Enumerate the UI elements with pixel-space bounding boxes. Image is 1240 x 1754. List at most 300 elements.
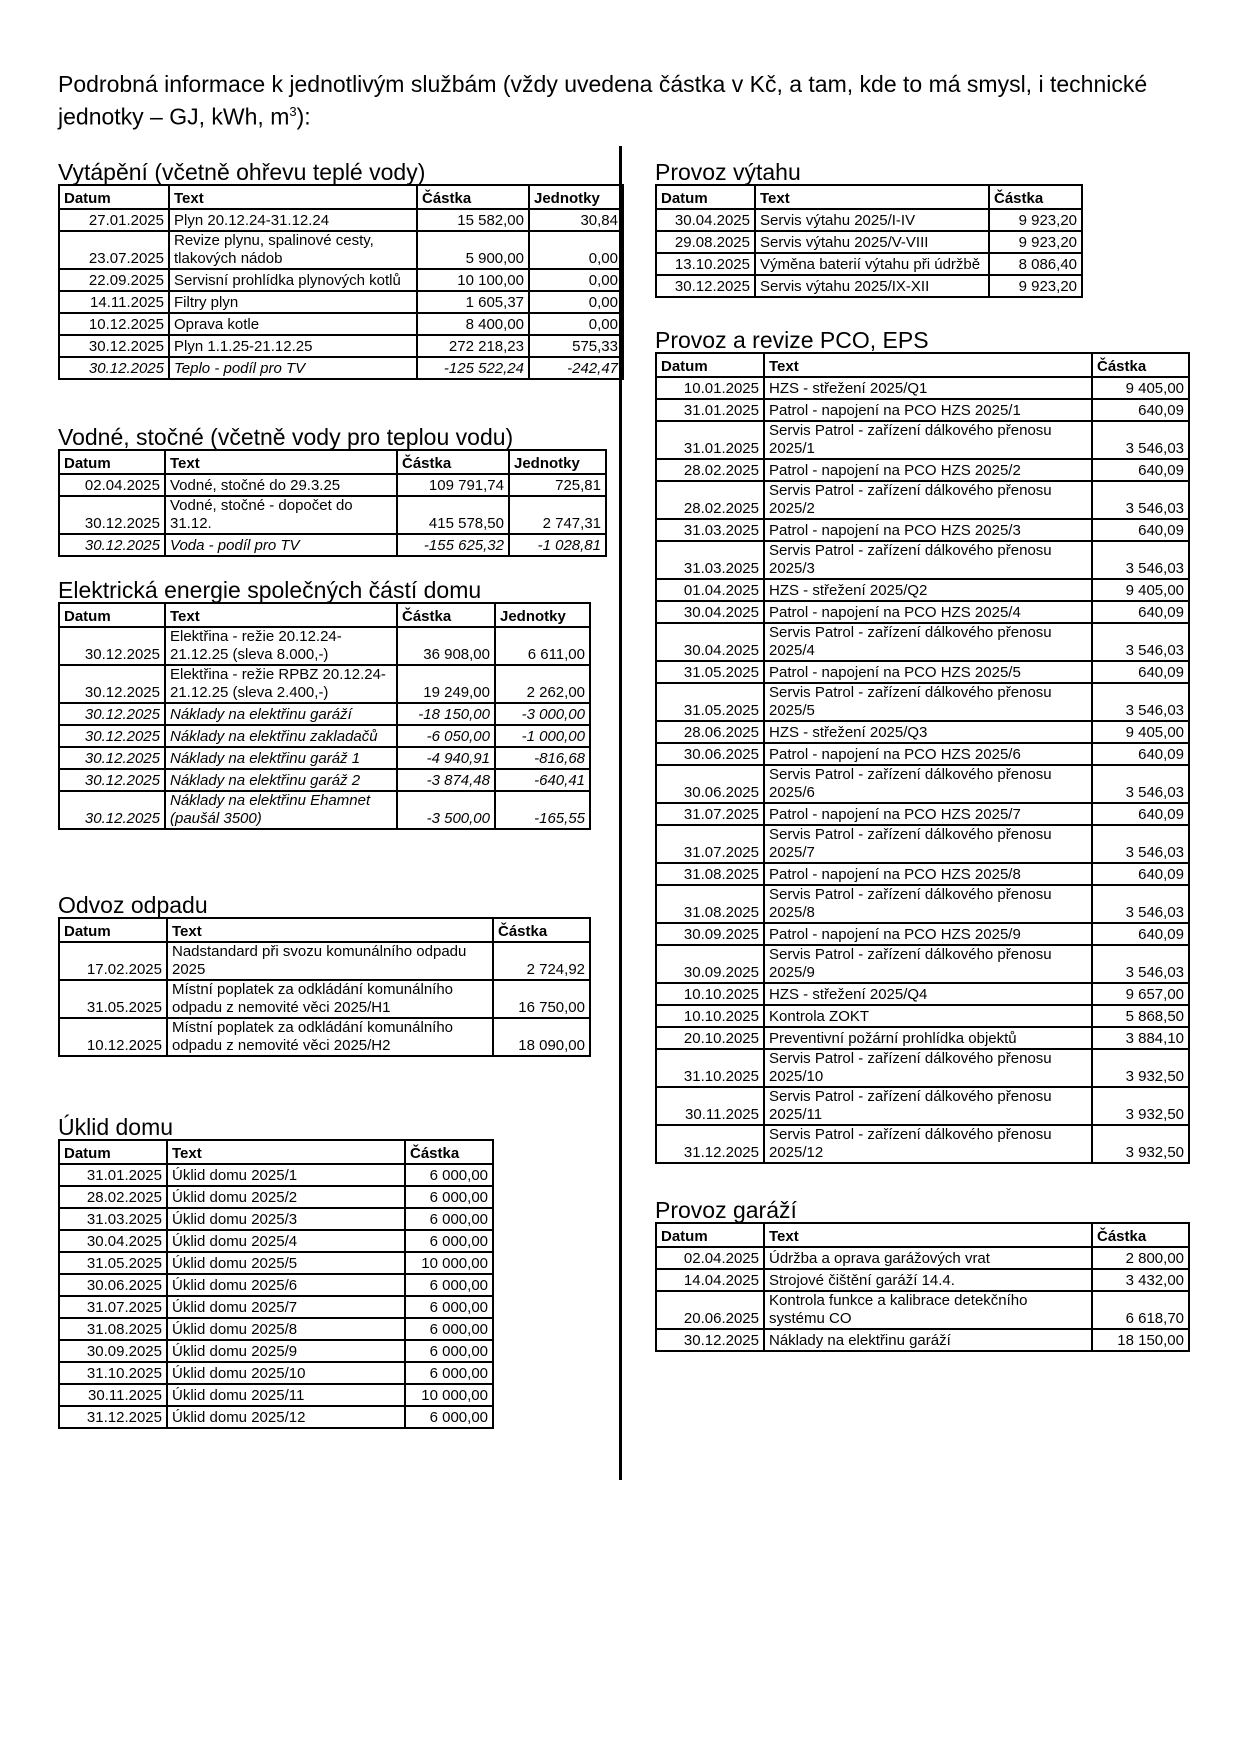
column-header-castka: Částka — [397, 450, 509, 474]
cell-castka: 3 546,03 — [1092, 885, 1189, 923]
cell-text: Servis Patrol - zařízení dálkového přenosu 2025/7 — [764, 825, 1092, 863]
table-row — [656, 1087, 1189, 1125]
cell-jednotky: -640,41 — [495, 769, 590, 791]
cell-text: Náklady na elektřinu garáží — [165, 703, 397, 725]
cell-text: Servis Patrol - zařízení dálkového přenosu 2025/11 — [764, 1087, 1092, 1125]
cell-text: Nadstandard při svozu komunálního odpadu 2025 — [167, 942, 493, 980]
table-row — [59, 791, 590, 829]
cell-datum: 31.03.2025 — [656, 519, 764, 541]
cell-castka: 15 582,00 — [417, 209, 529, 231]
cell-castka: 640,09 — [1092, 743, 1189, 765]
cell-castka: 3 932,50 — [1092, 1049, 1189, 1087]
cell-datum: 23.07.2025 — [59, 231, 169, 269]
cell-castka: 10 100,00 — [417, 269, 529, 291]
cell-datum: 31.05.2025 — [59, 1252, 167, 1274]
section-title: Vytápění (včetně ohřevu teplé vody) — [58, 159, 426, 185]
cell-text: Elektřina - režie RPBZ 20.12.24-21.12.25 (sleva 2.400,-) — [165, 665, 397, 703]
cell-text: Úklid domu 2025/10 — [167, 1362, 405, 1384]
section-uklid — [58, 1115, 494, 1429]
cell-castka: 3 546,03 — [1092, 541, 1189, 579]
cell-datum: 31.05.2025 — [656, 661, 764, 683]
table-row — [59, 335, 623, 357]
table-row — [59, 231, 623, 269]
cell-castka: 3 546,03 — [1092, 481, 1189, 519]
cell-datum: 31.03.2025 — [656, 541, 764, 579]
table-row — [59, 1208, 493, 1230]
cell-jednotky: 0,00 — [529, 231, 623, 269]
cell-castka: 16 750,00 — [493, 980, 590, 1018]
cell-datum: 31.07.2025 — [59, 1296, 167, 1318]
vodne-table — [58, 449, 607, 557]
cell-castka: -6 050,00 — [397, 725, 495, 747]
cell-datum: 29.08.2025 — [656, 231, 755, 253]
table-row — [59, 313, 623, 335]
cell-text: HZS - střežení 2025/Q1 — [764, 377, 1092, 399]
cell-castka: 640,09 — [1092, 399, 1189, 421]
cell-castka: 9 405,00 — [1092, 377, 1189, 399]
column-header-datum: Datum — [59, 1140, 167, 1164]
cell-text: Výměna baterií výtahu při údržbě — [755, 253, 989, 275]
cell-text: Náklady na elektřinu garáž 1 — [165, 747, 397, 769]
cell-text: Náklady na elektřinu zakladačů — [165, 725, 397, 747]
column-header-jednotky: Jednotky — [509, 450, 606, 474]
uklid-table — [58, 1139, 494, 1429]
cell-text: Servis Patrol - zařízení dálkového přenosu 2025/12 — [764, 1125, 1092, 1163]
table-row — [59, 627, 590, 665]
cell-datum: 01.04.2025 — [656, 579, 764, 601]
column-header-text: Text — [764, 353, 1092, 377]
cell-datum: 10.10.2025 — [656, 1005, 764, 1027]
cell-text: Servis výtahu 2025/IX-XII — [755, 275, 989, 297]
column-header-datum: Datum — [59, 918, 167, 942]
cell-jednotky: -1 028,81 — [509, 534, 606, 556]
table-row — [656, 1291, 1189, 1329]
cell-datum: 31.10.2025 — [59, 1362, 167, 1384]
cell-datum: 30.12.2025 — [59, 769, 165, 791]
cell-jednotky: -816,68 — [495, 747, 590, 769]
table-header-row — [656, 1223, 1189, 1247]
table-row — [656, 377, 1189, 399]
cell-datum: 30.12.2025 — [59, 496, 165, 534]
column-header-castka: Částka — [417, 185, 529, 209]
vytah-table — [655, 184, 1083, 298]
table-row — [656, 1027, 1189, 1049]
cell-castka: 6 000,00 — [405, 1164, 493, 1186]
cell-jednotky: 575,33 — [529, 335, 623, 357]
cell-jednotky: 0,00 — [529, 291, 623, 313]
table-row — [656, 459, 1189, 481]
cell-castka: 9 405,00 — [1092, 579, 1189, 601]
section-garaze — [655, 1198, 1190, 1352]
cell-text: Patrol - napojení na PCO HZS 2025/6 — [764, 743, 1092, 765]
cell-castka: -3 500,00 — [397, 791, 495, 829]
cell-text: HZS - střežení 2025/Q3 — [764, 721, 1092, 743]
cell-datum: 31.07.2025 — [656, 803, 764, 825]
section-vytapeni — [58, 160, 624, 380]
cell-castka: 9 923,20 — [989, 209, 1082, 231]
table-row — [656, 885, 1189, 923]
table-row — [59, 291, 623, 313]
table-row — [59, 1406, 493, 1428]
cell-jednotky: -242,47 — [529, 357, 623, 379]
table-row — [656, 683, 1189, 721]
cell-text: Patrol - napojení na PCO HZS 2025/1 — [764, 399, 1092, 421]
column-header-text: Text — [165, 603, 397, 627]
cell-text: Servis výtahu 2025/V-VIII — [755, 231, 989, 253]
cell-castka: -18 150,00 — [397, 703, 495, 725]
cell-castka: 6 000,00 — [405, 1230, 493, 1252]
cell-datum: 30.12.2025 — [59, 703, 165, 725]
table-row — [656, 923, 1189, 945]
cell-castka: 9 923,20 — [989, 231, 1082, 253]
cell-datum: 10.01.2025 — [656, 377, 764, 399]
cell-datum: 31.08.2025 — [656, 885, 764, 923]
cell-text: Servis Patrol - zařízení dálkového přenosu 2025/4 — [764, 623, 1092, 661]
column-header-datum: Datum — [59, 603, 165, 627]
table-row — [656, 863, 1189, 885]
table-header-row — [656, 185, 1082, 209]
table-header-row — [59, 185, 623, 209]
table-header-row — [59, 918, 590, 942]
cell-datum: 30.12.2025 — [59, 627, 165, 665]
column-header-datum: Datum — [656, 353, 764, 377]
cell-text: Patrol - napojení na PCO HZS 2025/8 — [764, 863, 1092, 885]
table-row — [59, 942, 590, 980]
cell-text: Kontrola ZOKT — [764, 1005, 1092, 1027]
table-row — [656, 519, 1189, 541]
column-header-castka: Částka — [405, 1140, 493, 1164]
cell-castka: 3 546,03 — [1092, 765, 1189, 803]
table-header-row — [59, 603, 590, 627]
cell-datum: 31.05.2025 — [59, 980, 167, 1018]
cell-jednotky: -3 000,00 — [495, 703, 590, 725]
cell-castka: 9 405,00 — [1092, 721, 1189, 743]
cell-text: Úklid domu 2025/2 — [167, 1186, 405, 1208]
table-header-row — [656, 353, 1189, 377]
cell-datum: 30.06.2025 — [656, 743, 764, 765]
cell-datum: 30.12.2025 — [59, 534, 165, 556]
table-row — [656, 825, 1189, 863]
cell-datum: 27.01.2025 — [59, 209, 169, 231]
cell-text: Plyn 1.1.25-21.12.25 — [169, 335, 417, 357]
cell-castka: -4 940,91 — [397, 747, 495, 769]
column-header-castka: Částka — [493, 918, 590, 942]
table-row — [59, 980, 590, 1018]
cell-jednotky: 6 611,00 — [495, 627, 590, 665]
table-row — [656, 1125, 1189, 1163]
cell-castka: 5 900,00 — [417, 231, 529, 269]
table-row — [59, 1274, 493, 1296]
cell-datum: 28.06.2025 — [656, 721, 764, 743]
cell-text: Úklid domu 2025/1 — [167, 1164, 405, 1186]
table-row — [656, 1247, 1189, 1269]
cell-datum: 31.07.2025 — [656, 825, 764, 863]
column-header-text: Text — [169, 185, 417, 209]
cell-text: Servis Patrol - zařízení dálkového přenosu 2025/9 — [764, 945, 1092, 983]
cell-text: Úklid domu 2025/8 — [167, 1318, 405, 1340]
column-header-text: Text — [755, 185, 989, 209]
cell-datum: 30.04.2025 — [656, 623, 764, 661]
cell-castka: 640,09 — [1092, 459, 1189, 481]
section-title: Elektrická energie společných částí domu — [58, 577, 482, 603]
cell-castka: 6 000,00 — [405, 1406, 493, 1428]
table-row — [656, 579, 1189, 601]
cell-datum: 30.11.2025 — [59, 1384, 167, 1406]
cell-text: Úklid domu 2025/12 — [167, 1406, 405, 1428]
column-header-jednotky: Jednotky — [495, 603, 590, 627]
cell-castka: 272 218,23 — [417, 335, 529, 357]
cell-datum: 30.09.2025 — [59, 1340, 167, 1362]
cell-castka: 640,09 — [1092, 601, 1189, 623]
cell-castka: 19 249,00 — [397, 665, 495, 703]
cell-castka: 9 923,20 — [989, 275, 1082, 297]
cell-datum: 30.12.2025 — [59, 357, 169, 379]
cell-text: Náklady na elektřinu garáží — [764, 1329, 1092, 1351]
cell-castka: 3 884,10 — [1092, 1027, 1189, 1049]
column-header-castka: Částka — [397, 603, 495, 627]
section-pco — [655, 328, 1190, 1164]
column-header-datum: Datum — [656, 1223, 764, 1247]
cell-datum: 30.04.2025 — [59, 1230, 167, 1252]
cell-text: Úklid domu 2025/7 — [167, 1296, 405, 1318]
cell-text: Patrol - napojení na PCO HZS 2025/7 — [764, 803, 1092, 825]
table-row — [59, 1318, 493, 1340]
vytapeni-table — [58, 184, 624, 380]
cell-datum: 13.10.2025 — [656, 253, 755, 275]
cell-datum: 31.01.2025 — [656, 399, 764, 421]
cell-datum: 31.01.2025 — [656, 421, 764, 459]
cell-castka: 640,09 — [1092, 803, 1189, 825]
cell-text: Patrol - napojení na PCO HZS 2025/9 — [764, 923, 1092, 945]
table-row — [59, 1230, 493, 1252]
cell-castka: 2 724,92 — [493, 942, 590, 980]
cell-text: Servis Patrol - zařízení dálkového přenosu 2025/3 — [764, 541, 1092, 579]
table-row — [59, 357, 623, 379]
cell-castka: 18 090,00 — [493, 1018, 590, 1056]
pco-table — [655, 352, 1190, 1164]
cell-text: Kontrola funkce a kalibrace detekčního systému CO — [764, 1291, 1092, 1329]
cell-castka: 109 791,74 — [397, 474, 509, 496]
table-row — [656, 1269, 1189, 1291]
table-row — [59, 769, 590, 791]
cell-castka: 6 000,00 — [405, 1274, 493, 1296]
cell-jednotky: -1 000,00 — [495, 725, 590, 747]
table-row — [656, 601, 1189, 623]
cell-castka: 3 432,00 — [1092, 1269, 1189, 1291]
table-row — [59, 1340, 493, 1362]
cell-text: Vodné, stočné - dopočet do 31.12. — [165, 496, 397, 534]
section-title: Provoz výtahu — [655, 159, 801, 185]
cell-text: Úklid domu 2025/11 — [167, 1384, 405, 1406]
column-header-castka: Částka — [989, 185, 1082, 209]
cell-text: Strojové čištění garáží 14.4. — [764, 1269, 1092, 1291]
table-row — [656, 541, 1189, 579]
cell-castka: 415 578,50 — [397, 496, 509, 534]
cell-text: Úklid domu 2025/9 — [167, 1340, 405, 1362]
table-row — [656, 945, 1189, 983]
table-row — [59, 1296, 493, 1318]
cell-text: Údržba a oprava garážových vrat — [764, 1247, 1092, 1269]
table-row — [656, 253, 1082, 275]
cell-castka: 3 546,03 — [1092, 421, 1189, 459]
cell-text: Náklady na elektřinu garáž 2 — [165, 769, 397, 791]
section-elektrina — [58, 578, 591, 830]
cell-castka: 6 000,00 — [405, 1186, 493, 1208]
table-row — [59, 534, 606, 556]
cell-castka: 8 086,40 — [989, 253, 1082, 275]
cell-text: Úklid domu 2025/4 — [167, 1230, 405, 1252]
cell-datum: 10.12.2025 — [59, 1018, 167, 1056]
table-header-row — [59, 1140, 493, 1164]
cell-text: Servis Patrol - zařízení dálkového přenosu 2025/6 — [764, 765, 1092, 803]
table-row — [59, 725, 590, 747]
cell-datum: 14.04.2025 — [656, 1269, 764, 1291]
cell-text: Servis Patrol - zařízení dálkového přenosu 2025/1 — [764, 421, 1092, 459]
cell-datum: 10.12.2025 — [59, 313, 169, 335]
table-row — [656, 1329, 1189, 1351]
cell-datum: 30.12.2025 — [59, 747, 165, 769]
elektrina-table — [58, 602, 591, 830]
cell-datum: 20.10.2025 — [656, 1027, 764, 1049]
table-row — [59, 1362, 493, 1384]
cell-castka: 6 000,00 — [405, 1340, 493, 1362]
cell-datum: 30.09.2025 — [656, 923, 764, 945]
cell-datum: 30.12.2025 — [59, 335, 169, 357]
intro-paragraph — [58, 70, 1178, 131]
cell-jednotky: 30,84 — [529, 209, 623, 231]
cell-castka: 6 000,00 — [405, 1208, 493, 1230]
cell-castka: 5 868,50 — [1092, 1005, 1189, 1027]
cell-datum: 02.04.2025 — [656, 1247, 764, 1269]
cell-castka: 640,09 — [1092, 923, 1189, 945]
column-header-castka: Částka — [1092, 353, 1189, 377]
intro-text: Podrobná informace k jednotlivým službám (vždy uvedena částka v Kč, a tam, kde to má smysl, i technické jednotky – GJ, kWh, m — [58, 71, 1148, 130]
cell-text: Místní poplatek za odkládání komunálního odpadu z nemovité věci 2025/H1 — [167, 980, 493, 1018]
column-header-datum: Datum — [59, 185, 169, 209]
cell-datum: 30.06.2025 — [59, 1274, 167, 1296]
cell-jednotky: 2 747,31 — [509, 496, 606, 534]
table-row — [656, 803, 1189, 825]
cell-castka: 6 000,00 — [405, 1318, 493, 1340]
table-row — [59, 703, 590, 725]
section-title: Úklid domu — [58, 1114, 174, 1140]
cell-castka: 3 932,50 — [1092, 1087, 1189, 1125]
cell-castka: 640,09 — [1092, 863, 1189, 885]
cell-text: Úklid domu 2025/6 — [167, 1274, 405, 1296]
cell-castka: 6 000,00 — [405, 1362, 493, 1384]
cell-text: Servis Patrol - zařízení dálkového přenosu 2025/2 — [764, 481, 1092, 519]
cell-datum: 30.06.2025 — [656, 765, 764, 803]
cell-castka: 1 605,37 — [417, 291, 529, 313]
column-header-text: Text — [167, 918, 493, 942]
table-row — [59, 1186, 493, 1208]
cell-text: Servis výtahu 2025/I-IV — [755, 209, 989, 231]
table-row — [59, 1384, 493, 1406]
table-row — [59, 1164, 493, 1186]
cell-castka: 6 618,70 — [1092, 1291, 1189, 1329]
cell-jednotky: 2 262,00 — [495, 665, 590, 703]
column-header-datum: Datum — [59, 450, 165, 474]
cell-text: Servis Patrol - zařízení dálkového přenosu 2025/10 — [764, 1049, 1092, 1087]
column-header-text: Text — [764, 1223, 1092, 1247]
cell-text: Oprava kotle — [169, 313, 417, 335]
table-row — [656, 721, 1189, 743]
cell-datum: 31.12.2025 — [59, 1406, 167, 1428]
section-title: Vodné, stočné (včetně vody pro teplou vodu) — [58, 424, 514, 450]
cell-text: Plyn 20.12.24-31.12.24 — [169, 209, 417, 231]
cell-datum: 31.01.2025 — [59, 1164, 167, 1186]
cell-text: Vodné, stočné do 29.3.25 — [165, 474, 397, 496]
section-odpad — [58, 893, 591, 1057]
cell-castka: 2 800,00 — [1092, 1247, 1189, 1269]
column-header-castka: Částka — [1092, 1223, 1189, 1247]
cell-text: Servisní prohlídka plynových kotlů — [169, 269, 417, 291]
cell-text: Voda - podíl pro TV — [165, 534, 397, 556]
section-vodne — [58, 425, 607, 557]
cell-text: Preventivní požární prohlídka objektů — [764, 1027, 1092, 1049]
cell-datum: 31.10.2025 — [656, 1049, 764, 1087]
table-header-row — [59, 450, 606, 474]
cell-castka: 10 000,00 — [405, 1252, 493, 1274]
cell-datum: 17.02.2025 — [59, 942, 167, 980]
cell-datum: 30.09.2025 — [656, 945, 764, 983]
table-row — [656, 231, 1082, 253]
cell-datum: 14.11.2025 — [59, 291, 169, 313]
cell-castka: 3 546,03 — [1092, 623, 1189, 661]
cell-datum: 31.05.2025 — [656, 683, 764, 721]
cell-castka: 36 908,00 — [397, 627, 495, 665]
cell-datum: 10.10.2025 — [656, 983, 764, 1005]
cell-datum: 20.06.2025 — [656, 1291, 764, 1329]
table-row — [59, 496, 606, 534]
cell-text: Patrol - napojení na PCO HZS 2025/4 — [764, 601, 1092, 623]
table-row — [656, 983, 1189, 1005]
cell-castka: 640,09 — [1092, 661, 1189, 683]
cell-datum: 30.12.2025 — [59, 725, 165, 747]
cell-castka: 18 150,00 — [1092, 1329, 1189, 1351]
table-row — [656, 399, 1189, 421]
odpad-table — [58, 917, 591, 1057]
table-row — [59, 209, 623, 231]
cell-datum: 31.08.2025 — [59, 1318, 167, 1340]
cell-jednotky: 0,00 — [529, 269, 623, 291]
table-row — [59, 474, 606, 496]
cell-text: Patrol - napojení na PCO HZS 2025/5 — [764, 661, 1092, 683]
table-row — [656, 743, 1189, 765]
section-title: Odvoz odpadu — [58, 892, 208, 918]
cell-jednotky: 0,00 — [529, 313, 623, 335]
cell-castka: 9 657,00 — [1092, 983, 1189, 1005]
cell-text: Servis Patrol - zařízení dálkového přenosu 2025/5 — [764, 683, 1092, 721]
cell-datum: 30.04.2025 — [656, 601, 764, 623]
cell-text: Servis Patrol - zařízení dálkového přenosu 2025/8 — [764, 885, 1092, 923]
cell-datum: 30.12.2025 — [59, 665, 165, 703]
cell-datum: 28.02.2025 — [656, 459, 764, 481]
table-row — [656, 623, 1189, 661]
cell-castka: 3 546,03 — [1092, 683, 1189, 721]
cell-text: Revize plynu, spalinové cesty, tlakových nádob — [169, 231, 417, 269]
intro-end: ): — [296, 103, 311, 130]
table-row — [656, 661, 1189, 683]
garaze-table — [655, 1222, 1190, 1352]
cell-datum: 28.02.2025 — [59, 1186, 167, 1208]
cell-castka: 640,09 — [1092, 519, 1189, 541]
section-title: Provoz a revize PCO, EPS — [655, 327, 929, 353]
cell-datum: 31.03.2025 — [59, 1208, 167, 1230]
table-row — [656, 765, 1189, 803]
cell-text: Patrol - napojení na PCO HZS 2025/2 — [764, 459, 1092, 481]
cell-datum: 22.09.2025 — [59, 269, 169, 291]
